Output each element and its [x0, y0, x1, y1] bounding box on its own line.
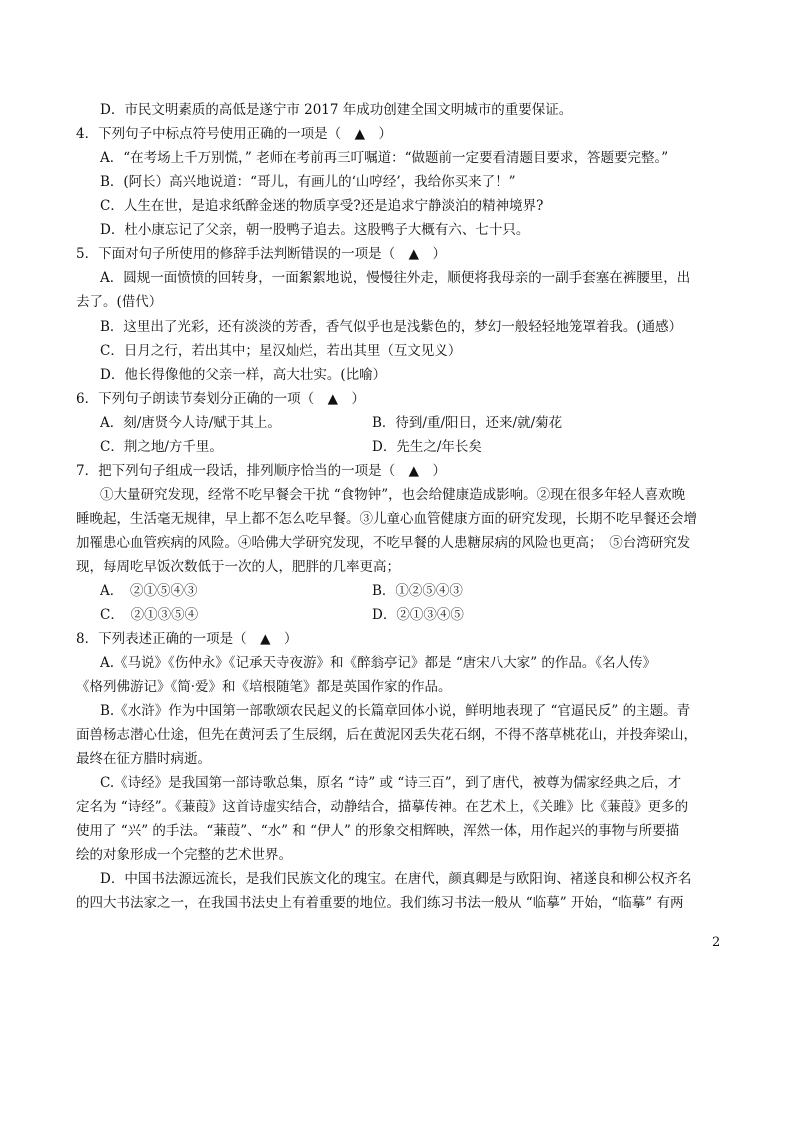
- q7-passage-line-3: 加罹患心血管疾病的风险。④哈佛大学研究发现，不吃早餐的人患糖尿病的风险也更高； ⑤台湾研究发: [76, 535, 691, 551]
- q6-option-b: B．待到/重/阳日，还来/就/菊花: [372, 415, 563, 431]
- q5-option-a-cont: 去了。(借代）: [76, 294, 163, 310]
- q7-option-c: C． ②①③⑤④: [100, 607, 199, 623]
- q4-option-b: B．(阿长）高兴地说道：“哥儿，有画儿的‘山哼经’，我给你买来了！”: [100, 174, 516, 190]
- q8-option-b: B.《水浒》作为中国第一部歌颂农民起义的长篇章回体小说，鲜明地表现了 “官逼民反” 的主题。青: [100, 703, 691, 719]
- q7-passage-line-2: 睡晚起，生活毫无规律，早上都不怎么吃早餐。③儿童心血管健康方面的研究发现，长期不吃早餐还会增: [76, 511, 697, 527]
- q5-stem: 5．下面对句子所使用的修辞手法判断错误的一项是（ ▲ ）: [76, 246, 446, 262]
- q7-option-b: B．①②⑤④③: [372, 583, 463, 599]
- q8-option-c: C.《诗经》是我国第一部诗歌总集，原名 “诗” 或 “诗三百”，到了唐代，被尊为儒家经典之后，才: [100, 775, 682, 791]
- q8-option-c-cont-1: 定名为 “诗经”。《蒹葭》这首诗虚实结合，动静结合，描摹传神。在艺术上，《关雎》比《蒹葭》更多的: [76, 799, 689, 815]
- q5-option-c: C．日月之行，若出其中；星汉灿烂，若出其里（互文见义）: [100, 343, 462, 359]
- q7-stem: 7．把下列句子组成一段话，排列顺序恰当的一项是（ ▲ ）: [76, 463, 446, 479]
- q4-option-d: D．杜小康忘记了父亲，朝一股鸭子追去。这股鸭子大概有六、七十只。: [100, 222, 530, 238]
- q8-option-c-cont-2: 使用了 “兴” 的手法。“蒹葭”、“水” 和 “伊人” 的形象交相辉映，浑然一体，用作起兴的事物与所要描: [76, 823, 680, 839]
- page-number: 2: [712, 935, 721, 950]
- q8-option-a-cont: 《格列佛游记》《简·爱》和《培根随笔》都是英国作家的作品。: [76, 679, 452, 695]
- q3-option-d: D．市民文明素质的高低是遂宁市 2017 年成功创建全国文明城市的重要保证。: [100, 102, 573, 118]
- q7-option-a: A． ②①⑤④③: [100, 583, 198, 599]
- q8-option-c-cont-3: 绘的对象形成一个完整的艺术世界。: [76, 847, 292, 863]
- q4-option-a: A．“在考场上千万别慌，” 老师在考前再三叮嘱道：“做题前一定要看清题目要求，答题要完整。”: [100, 150, 669, 166]
- q8-option-a: A.《马说》《伤仲永》《记承天寺夜游》和《醉翁亭记》都是 “唐宋八大家” 的作品。《名人传》: [100, 655, 657, 671]
- q5-option-a: A．圆规一面愤愤的回转身，一面絮絮地说，慢慢往外走，顺便将我母亲的一副手套塞在裤腰里，出: [100, 270, 691, 286]
- q6-option-c: C．荆之地/方千里。: [100, 439, 223, 455]
- q6-option-a: A．刻/唐贤今人诗/赋于其上。: [100, 415, 281, 431]
- q6-stem: 6．下列句子朗读节奏划分正确的一项（ ▲ ）: [76, 391, 365, 407]
- q7-passage-line-4: 现，每周吃早饭次数低于一次的人，肥胖的几率更高；: [76, 559, 400, 575]
- q4-stem: 4．下列句子中标点符号使用正确的一项是（ ▲ ）: [76, 126, 392, 142]
- q8-option-b-cont-2: 最终在征方腊时病逝。: [76, 751, 211, 767]
- q4-option-c: C．人生在世，是追求纸醉金迷的物质享受?还是追求宁静淡泊的精神境界?: [100, 198, 544, 214]
- q8-option-b-cont-1: 面兽杨志潜心仕途，但先在黄河丢了生辰纲，后在黄泥冈丢失花石纲，不得不落草桃花山，并投奔梁山，: [76, 727, 697, 743]
- q5-option-b: B．这里出了光彩，还有淡淡的芳香，香气似乎也是浅紫色的，梦幻一般轻轻地笼罩着我。(通感）: [100, 319, 683, 335]
- q7-option-d: D．②①③④⑤: [372, 607, 464, 623]
- q8-option-d-cont: 的四大书法家之一，在我国书法史上有着重要的地位。我们练习书法一般从 “临摹” 开始，“临摹” 有两: [76, 895, 684, 911]
- q7-passage-line-1: ①大量研究发现，经常不吃早餐会干扰 “食物钟”，也会给健康造成影响。②现在很多年轻人喜欢晚: [100, 487, 686, 503]
- q8-option-d: D．中国书法源远流长，是我们民族文化的瑰宝。在唐代，颜真卿是与欧阳询、褚遂良和柳公权齐名: [100, 871, 692, 887]
- q5-option-d: D．他长得像他的父亲一样，高大壮实。(比喻）: [100, 367, 387, 383]
- q8-stem: 8．下列表述正确的一项是（ ▲ ）: [76, 631, 298, 647]
- q6-option-d: D．先生之/年长矣: [372, 439, 482, 455]
